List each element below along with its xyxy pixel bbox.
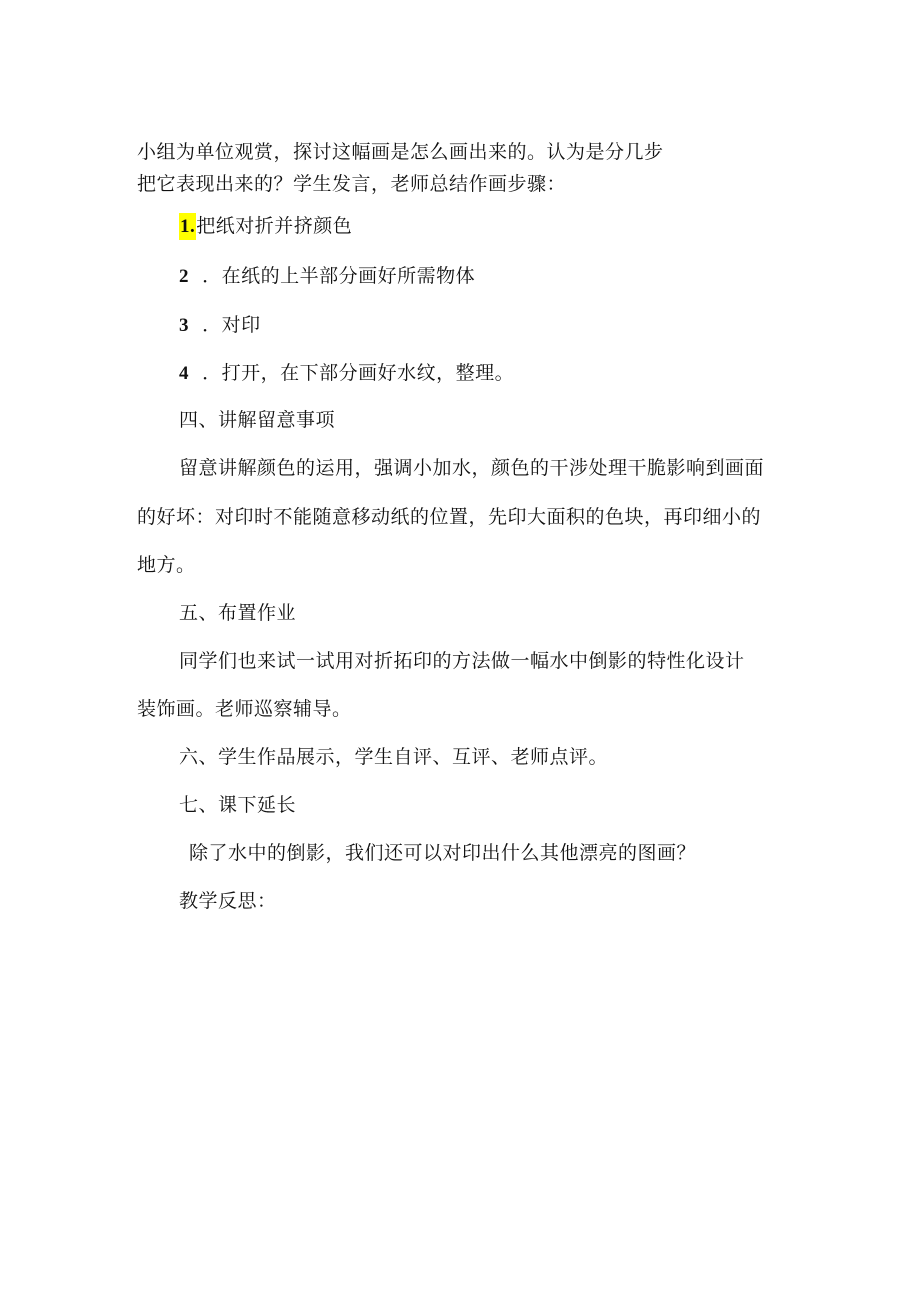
step-3-number: 3 bbox=[179, 315, 189, 336]
step-2-text: ．在纸的上半部分画好所需物体 bbox=[202, 265, 476, 287]
section-4-paragraph-line-3: 地方。 bbox=[137, 554, 196, 576]
section-5-paragraph-line-1: 同学们也来试一试用对折拓印的方法做一幅水中倒影的特性化设计 bbox=[179, 650, 745, 672]
step-1-number: 1. bbox=[179, 213, 196, 240]
section-6-title: 六、学生作品展示，学生自评、互评、老师点评。 bbox=[179, 746, 609, 768]
teaching-reflection-label: 教学反思： bbox=[179, 890, 277, 912]
step-3-text: ．对印 bbox=[202, 314, 261, 336]
section-7-title: 七、课下延长 bbox=[179, 794, 297, 816]
section-4-paragraph-line-1: 留意讲解颜色的运用，强调小加水，颜色的干涉处理干脆影响到画面 bbox=[179, 457, 765, 479]
section-5-title: 五、布置作业 bbox=[179, 602, 297, 624]
step-4-number: 4 bbox=[179, 363, 189, 384]
intro-line-2: 把它表现出来的？学生发言，老师总结作画步骤： bbox=[137, 173, 567, 195]
section-7-paragraph: 除了水中的倒影，我们还可以对印出什么其他漂亮的图画？ bbox=[189, 842, 697, 864]
section-4-title: 四、讲解留意事项 bbox=[179, 409, 336, 431]
step-4-text: ．打开，在下部分画好水纹，整理。 bbox=[202, 362, 515, 384]
step-1 bbox=[179, 214, 352, 239]
step-2 bbox=[179, 264, 475, 289]
step-3 bbox=[179, 313, 261, 338]
section-5-paragraph-line-2: 装饰画。老师巡察辅导。 bbox=[137, 698, 352, 720]
step-1-text: 把纸对折并挤颜色 bbox=[196, 215, 353, 237]
step-4 bbox=[179, 361, 514, 386]
intro-line-1: 小组为单位观赏，探讨这幅画是怎么画出来的。认为是分几步 bbox=[137, 141, 664, 163]
section-4-paragraph-line-2: 的好坏：对印时不能随意移动纸的位置，先印大面积的色块，再印细小的 bbox=[137, 506, 762, 528]
step-2-number: 2 bbox=[179, 266, 189, 287]
